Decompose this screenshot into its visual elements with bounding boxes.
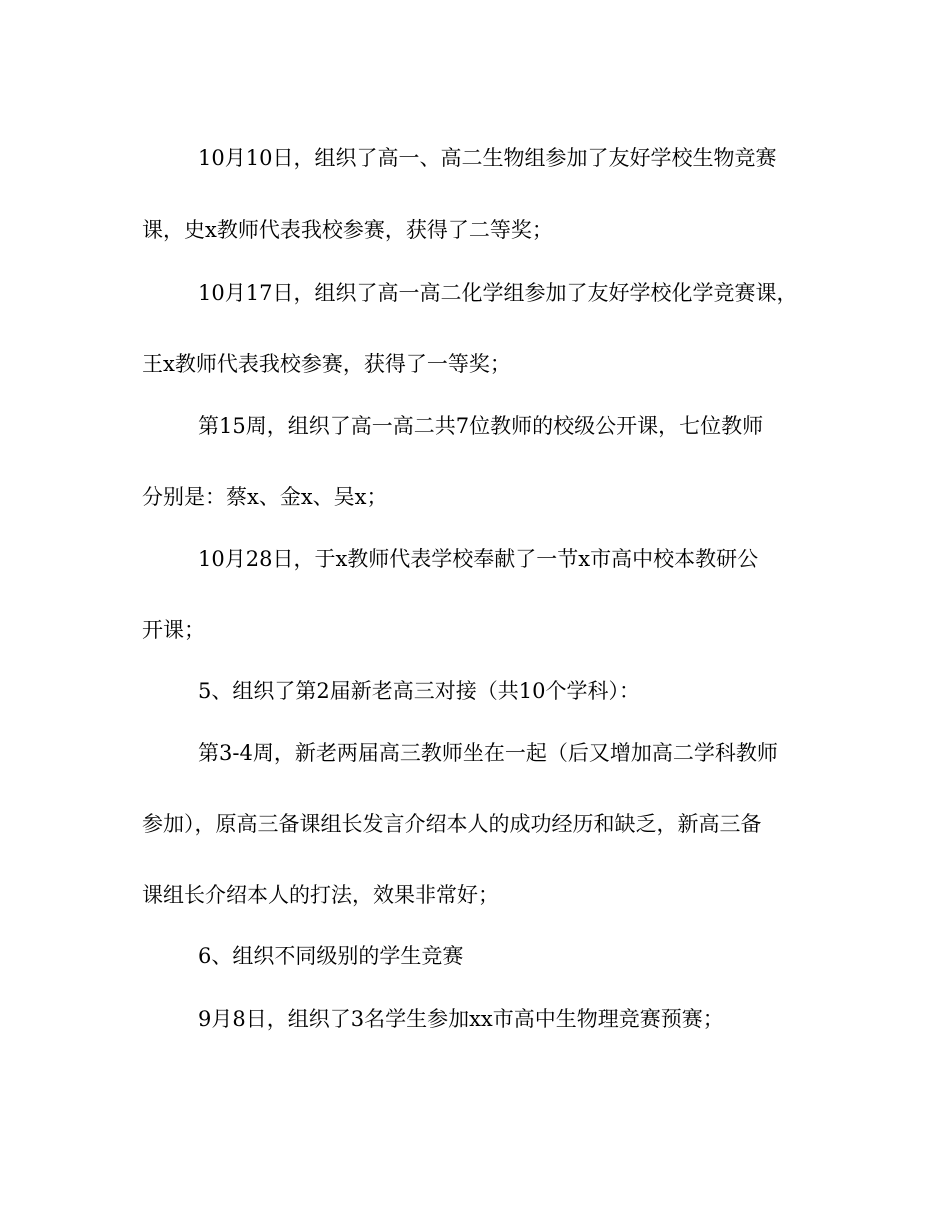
paragraph-line: 分别是：蔡x、金x、吴x； bbox=[142, 485, 388, 509]
paragraph-line: 课，史x教师代表我校参赛，获得了二等奖； bbox=[142, 218, 553, 242]
paragraph-line: 5、组织了第2届新老高三对接（共10个学科）： bbox=[198, 679, 640, 703]
paragraph-line: 课组长介绍本人的打法，效果非常好； bbox=[142, 883, 499, 907]
paragraph-line: 10月17日，组织了高一高二化学组参加了友好学校化学竞赛课， bbox=[198, 281, 798, 305]
paragraph-line: 第3-4周，新老两届高三教师坐在一起（后又增加高二学科教师 bbox=[198, 741, 778, 765]
paragraph-line: 10月10日，组织了高一、高二生物组参加了友好学校生物竞赛 bbox=[198, 146, 777, 170]
paragraph-line: 第15周，组织了高一高二共7位教师的校级公开课，七位教师 bbox=[198, 414, 764, 438]
paragraph-line: 开课； bbox=[142, 618, 205, 642]
paragraph-line: 10月28日，于x教师代表学校奉献了一节x市高中校本教研公 bbox=[198, 547, 759, 571]
paragraph-line: 6、组织不同级别的学生竞赛 bbox=[198, 944, 464, 968]
paragraph-line: 参加），原高三备课组长发言介绍本人的成功经历和缺乏，新高三备 bbox=[142, 812, 762, 836]
paragraph-line: 王x教师代表我校参赛，获得了一等奖； bbox=[142, 352, 511, 376]
paragraph-line: 9月8日，组织了3名学生参加xx市高中生物理竞赛预赛； bbox=[198, 1007, 724, 1031]
